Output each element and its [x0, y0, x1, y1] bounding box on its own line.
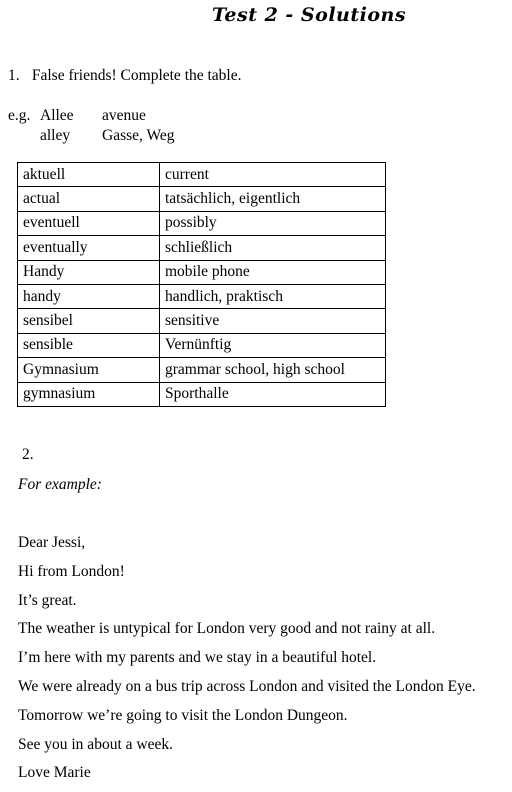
letter-line: Hi from London!: [18, 562, 125, 580]
question-1-number: 1.: [8, 67, 20, 84]
table-cell-meaning: possibly: [160, 211, 386, 235]
example-letter: [18, 533, 476, 792]
question-1-prompt: False friends! Complete the table.: [31, 67, 242, 84]
table-row: [18, 211, 386, 235]
table-row: [18, 260, 386, 284]
table-cell-word: Handy: [18, 260, 160, 284]
false-friends-table: [17, 162, 386, 407]
table-cell-meaning: current: [160, 163, 386, 187]
letter-line: Dear Jessi,: [18, 534, 86, 551]
table-cell-meaning: handlich, praktisch: [160, 284, 386, 308]
table-row: [18, 284, 386, 308]
letter-line: It’s great.: [18, 591, 77, 609]
table-cell-word: eventually: [18, 236, 160, 260]
page-title: Test 2 - Solutions: [211, 4, 407, 26]
example-row: [8, 126, 175, 146]
table-row: [18, 309, 386, 333]
letter-line: Tomorrow we’re going to visit the London Dungeon.: [18, 706, 348, 724]
table-cell-word: actual: [18, 187, 160, 211]
example-german: Allee: [40, 107, 74, 124]
table-cell-meaning: Vernünftig: [160, 333, 386, 357]
table-row: [18, 163, 386, 187]
example-block: [8, 106, 175, 146]
example-english: avenue: [102, 107, 146, 124]
table-cell-word: handy: [18, 284, 160, 308]
table-row: [18, 382, 386, 406]
table-cell-meaning: schließlich: [160, 236, 386, 260]
example-label: e.g.: [8, 107, 31, 124]
example-row: [8, 106, 175, 126]
table-cell-word: eventuell: [18, 211, 160, 235]
table-cell-word: sensible: [18, 333, 160, 357]
question-2-number: 2.: [22, 446, 34, 463]
table-cell-word: gymnasium: [18, 382, 160, 406]
letter-line: The weather is untypical for London very good and not rainy at all.: [18, 620, 436, 638]
table-row: [18, 358, 386, 382]
letter-line: I’m here with my parents and we stay in a beautiful hotel.: [18, 649, 377, 667]
table-cell-word: sensibel: [18, 309, 160, 333]
table-row: [18, 187, 386, 211]
table-cell-word: Gymnasium: [18, 358, 160, 382]
table-row: [18, 333, 386, 357]
table-cell-meaning: mobile phone: [160, 260, 386, 284]
example-german: alley: [40, 127, 71, 144]
table-cell-word: aktuell: [18, 163, 160, 187]
table-cell-meaning: grammar school, high school: [160, 358, 386, 382]
letter-line: Love Marie: [18, 764, 91, 782]
example-label-italic: For example:: [18, 476, 102, 493]
example-english: Gasse, Weg: [102, 127, 175, 144]
table-cell-meaning: Sporthalle: [160, 382, 386, 406]
table-row: [18, 236, 386, 260]
letter-line: See you in about a week.: [18, 735, 173, 753]
question-1: [8, 67, 242, 85]
table-cell-meaning: sensitive: [160, 309, 386, 333]
table-cell-meaning: tatsächlich, eigentlich: [160, 187, 386, 211]
letter-line: We were already on a bus trip across London and visited the London Eye.: [18, 677, 476, 695]
